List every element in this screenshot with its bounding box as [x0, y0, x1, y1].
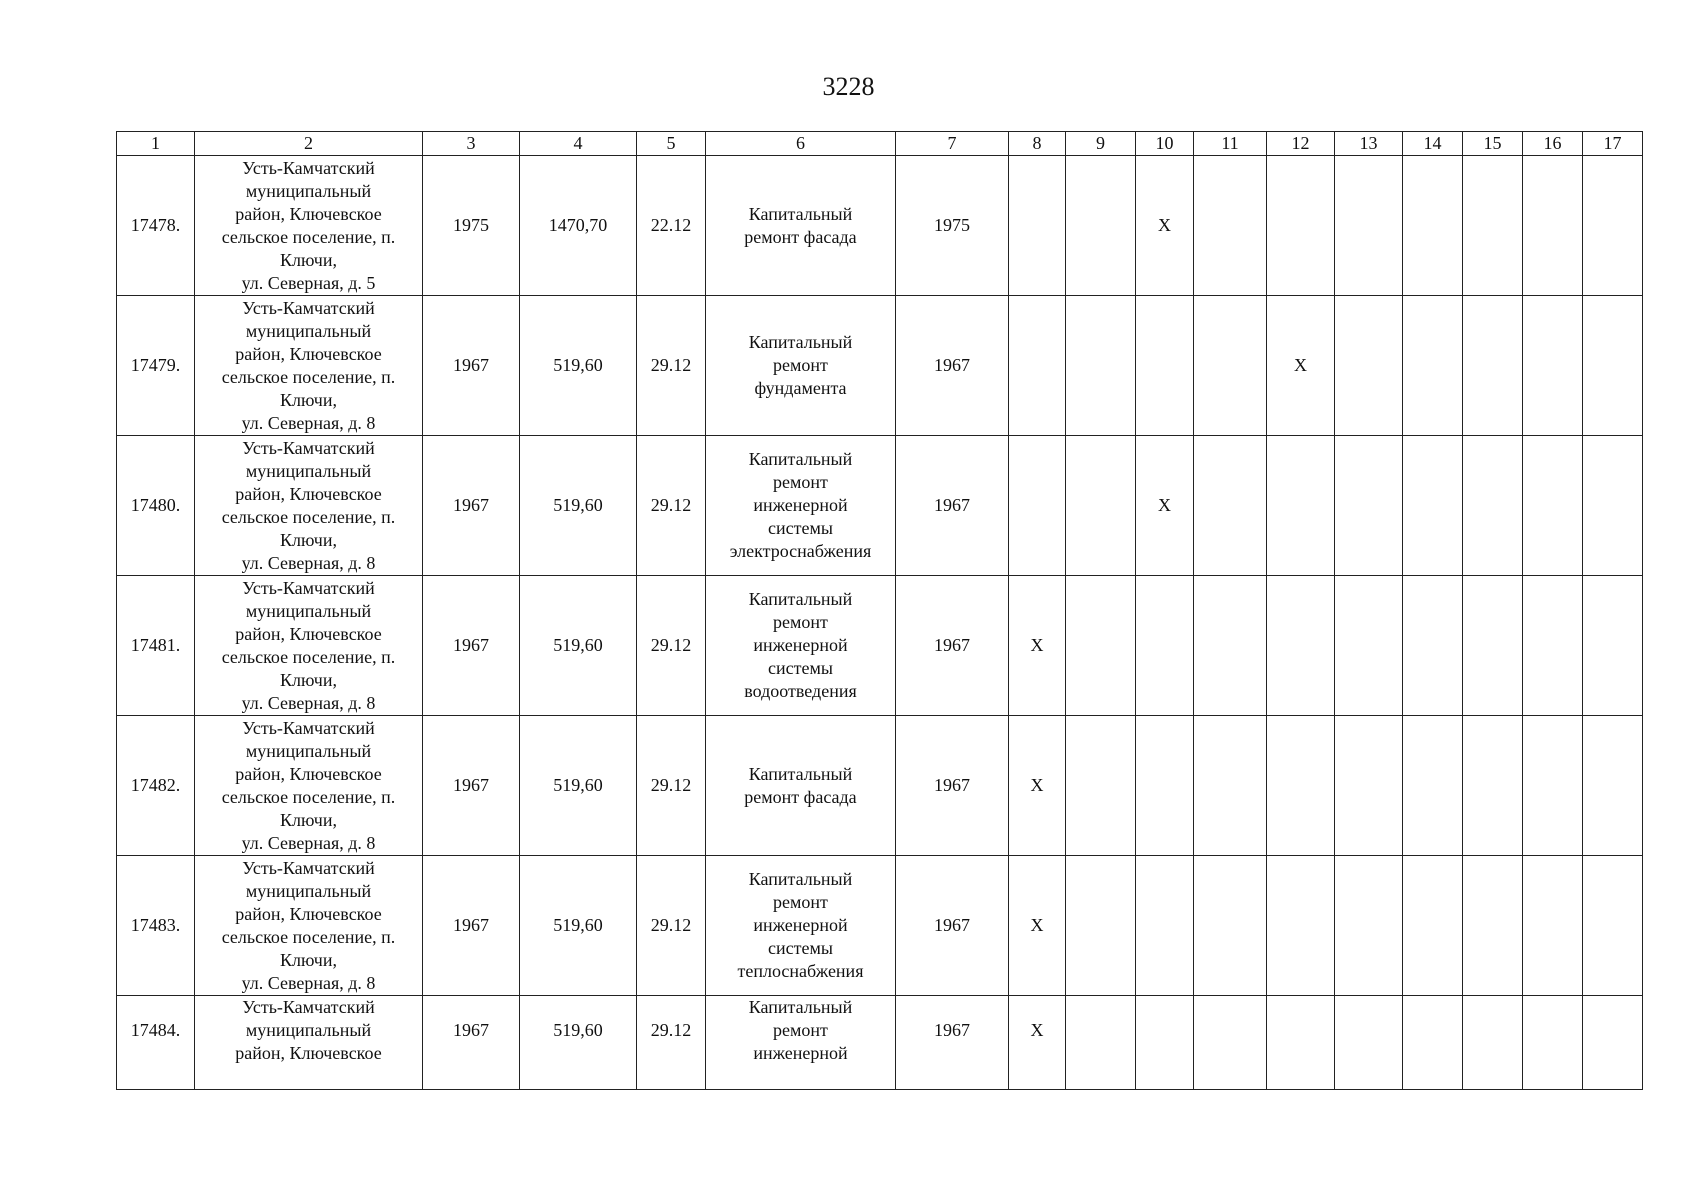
address-line: район, Ключевское	[235, 483, 382, 504]
address-line: Ключи,	[280, 949, 337, 970]
row-number: 17478.	[117, 156, 195, 296]
mark-col-16	[1523, 436, 1583, 576]
mark-col-10: X	[1136, 436, 1194, 576]
repair-year: 1967	[896, 856, 1009, 996]
table-row	[117, 296, 1643, 436]
address-line: Усть-Камчатский	[242, 157, 375, 178]
mark-col-8: X	[1009, 996, 1066, 1090]
mark-col-13	[1335, 856, 1403, 996]
column-header-7: 7	[896, 132, 1009, 156]
mark-col-16	[1523, 576, 1583, 716]
address-line: сельское поселение, п.	[221, 366, 396, 387]
work-type	[706, 576, 896, 716]
mark-col-8	[1009, 436, 1066, 576]
mark-col-11	[1194, 716, 1267, 856]
table-row	[117, 436, 1643, 576]
address-line: район, Ключевское	[235, 203, 382, 224]
table-row	[117, 716, 1643, 856]
mark-col-9	[1066, 436, 1136, 576]
address-line: муниципальный	[245, 740, 372, 761]
work-type-line: инженерной	[753, 635, 848, 655]
repair-year: 1967	[896, 576, 1009, 716]
work-type	[706, 296, 896, 436]
work-type-line: Капитальный	[748, 449, 853, 469]
build-year: 1967	[423, 436, 520, 576]
mark-col-17	[1583, 576, 1643, 716]
mark-col-12	[1267, 856, 1335, 996]
work-type-line: водоотведения	[744, 681, 857, 701]
address-line: муниципальный	[245, 180, 372, 201]
address-line: район, Ключевское	[235, 343, 382, 364]
build-year: 1967	[423, 996, 520, 1090]
mark-col-11	[1194, 856, 1267, 996]
capital-repair-table	[116, 131, 1643, 1090]
work-type-line: системы	[768, 938, 833, 958]
mark-col-8	[1009, 156, 1066, 296]
mark-col-10	[1136, 856, 1194, 996]
address-line: сельское поселение, п.	[221, 226, 396, 247]
column-5-value: 29.12	[637, 996, 706, 1090]
column-header-4: 4	[520, 132, 637, 156]
column-5-value: 29.12	[637, 856, 706, 996]
address-line: Усть-Камчатский	[242, 997, 375, 1017]
mark-col-15	[1463, 436, 1523, 576]
work-type	[706, 156, 896, 296]
mark-col-14	[1403, 436, 1463, 576]
build-year: 1967	[423, 856, 520, 996]
total-area: 519,60	[520, 296, 637, 436]
work-type-line: ремонт	[773, 1020, 828, 1040]
mark-col-12	[1267, 156, 1335, 296]
build-year: 1967	[423, 296, 520, 436]
total-area: 519,60	[520, 996, 637, 1090]
row-number: 17482.	[117, 716, 195, 856]
row-number: 17484.	[117, 996, 195, 1090]
mark-col-12	[1267, 716, 1335, 856]
address-line: Усть-Камчатский	[242, 437, 375, 458]
address-line: муниципальный	[245, 1020, 372, 1040]
mark-col-14	[1403, 856, 1463, 996]
work-type-line: электроснабжения	[729, 541, 872, 561]
column-header-9: 9	[1066, 132, 1136, 156]
address-line: муниципальный	[245, 320, 372, 341]
mark-col-15	[1463, 576, 1523, 716]
repair-year: 1975	[896, 156, 1009, 296]
mark-col-9	[1066, 856, 1136, 996]
mark-col-13	[1335, 996, 1403, 1090]
address	[195, 156, 423, 296]
column-header-2: 2	[195, 132, 423, 156]
work-type-line: Капитальный	[748, 332, 853, 352]
build-year: 1975	[423, 156, 520, 296]
total-area: 519,60	[520, 576, 637, 716]
repair-year: 1967	[896, 716, 1009, 856]
address	[195, 296, 423, 436]
address-line: район, Ключевское	[235, 1043, 382, 1063]
address-line: муниципальный	[245, 600, 372, 621]
work-type-line: системы	[768, 518, 833, 538]
mark-col-13	[1335, 156, 1403, 296]
address-line: район, Ключевское	[235, 763, 382, 784]
column-5-value: 29.12	[637, 716, 706, 856]
row-number: 17479.	[117, 296, 195, 436]
address-line: Ключи,	[280, 529, 337, 550]
address-line: ул. Северная, д. 8	[241, 692, 376, 713]
mark-col-12	[1267, 996, 1335, 1090]
mark-col-9	[1066, 156, 1136, 296]
row-number: 17481.	[117, 576, 195, 716]
column-header-16: 16	[1523, 132, 1583, 156]
mark-col-17	[1583, 156, 1643, 296]
mark-col-11	[1194, 296, 1267, 436]
mark-col-17	[1583, 856, 1643, 996]
address-line: Усть-Камчатский	[242, 297, 375, 318]
mark-col-12	[1267, 436, 1335, 576]
address-line: Усть-Камчатский	[242, 717, 375, 738]
mark-col-14	[1403, 156, 1463, 296]
mark-col-9	[1066, 296, 1136, 436]
address-line: сельское поселение, п.	[221, 506, 396, 527]
mark-col-17	[1583, 716, 1643, 856]
column-5-value: 29.12	[637, 296, 706, 436]
column-header-17: 17	[1583, 132, 1643, 156]
address-line: Ключи,	[280, 389, 337, 410]
work-type-line: инженерной	[753, 915, 848, 935]
mark-col-8	[1009, 296, 1066, 436]
address	[195, 996, 423, 1090]
work-type-line: Капитальный	[748, 997, 853, 1017]
page-number: 3228	[822, 72, 875, 101]
column-header-11: 11	[1194, 132, 1267, 156]
address	[195, 576, 423, 716]
address	[195, 716, 423, 856]
work-type-line: системы	[768, 658, 833, 678]
work-type	[706, 996, 896, 1090]
work-type-line: Капитальный	[748, 589, 853, 609]
mark-col-14	[1403, 996, 1463, 1090]
table-row	[117, 156, 1643, 296]
table-body	[117, 156, 1643, 1090]
mark-col-8: X	[1009, 716, 1066, 856]
work-type-line: теплоснабжения	[737, 961, 864, 981]
address-line: ул. Северная, д. 8	[241, 832, 376, 853]
mark-col-13	[1335, 296, 1403, 436]
mark-col-11	[1194, 996, 1267, 1090]
address-line: Усть-Камчатский	[242, 577, 375, 598]
address-line: сельское поселение, п.	[221, 786, 396, 807]
mark-col-11	[1194, 436, 1267, 576]
address-line: ул. Северная, д. 8	[241, 972, 376, 993]
address-line: ул. Северная, д. 8	[241, 552, 376, 573]
build-year: 1967	[423, 576, 520, 716]
address-line: Ключи,	[280, 809, 337, 830]
column-header-3: 3	[423, 132, 520, 156]
mark-col-11	[1194, 156, 1267, 296]
mark-col-16	[1523, 716, 1583, 856]
mark-col-9	[1066, 576, 1136, 716]
mark-col-10	[1136, 576, 1194, 716]
total-area: 519,60	[520, 716, 637, 856]
mark-col-15	[1463, 716, 1523, 856]
address-line: муниципальный	[245, 880, 372, 901]
address-line: район, Ключевское	[235, 903, 382, 924]
column-header-5: 5	[637, 132, 706, 156]
column-header-1: 1	[117, 132, 195, 156]
address-line: Усть-Камчатский	[242, 857, 375, 878]
mark-col-8: X	[1009, 856, 1066, 996]
work-type-line: ремонт	[773, 355, 828, 375]
column-5-value: 29.12	[637, 436, 706, 576]
mark-col-8: X	[1009, 576, 1066, 716]
work-type-line: Капитальный	[748, 203, 853, 224]
mark-col-13	[1335, 436, 1403, 576]
column-header-10: 10	[1136, 132, 1194, 156]
mark-col-10	[1136, 996, 1194, 1090]
address-line: район, Ключевское	[235, 623, 382, 644]
mark-col-12: X	[1267, 296, 1335, 436]
address-line: сельское поселение, п.	[221, 646, 396, 667]
work-type	[706, 436, 896, 576]
total-area: 519,60	[520, 436, 637, 576]
work-type-line: ремонт	[773, 612, 828, 632]
column-header-15: 15	[1463, 132, 1523, 156]
repair-year: 1967	[896, 296, 1009, 436]
mark-col-16	[1523, 996, 1583, 1090]
mark-col-16	[1523, 296, 1583, 436]
mark-col-13	[1335, 716, 1403, 856]
mark-col-14	[1403, 716, 1463, 856]
table-row	[117, 576, 1643, 716]
work-type-line: Капитальный	[748, 869, 853, 889]
work-type-line: инженерной	[753, 495, 848, 515]
column-5-value: 22.12	[637, 156, 706, 296]
row-number: 17480.	[117, 436, 195, 576]
mark-col-13	[1335, 576, 1403, 716]
total-area: 519,60	[520, 856, 637, 996]
mark-col-15	[1463, 296, 1523, 436]
work-type	[706, 716, 896, 856]
address	[195, 856, 423, 996]
address-line: ул. Северная, д. 5	[241, 272, 376, 293]
mark-col-16	[1523, 156, 1583, 296]
work-type-line: ремонт	[773, 472, 828, 492]
work-type-line: ремонт фасада	[744, 786, 857, 807]
address-line: муниципальный	[245, 460, 372, 481]
column-header-14: 14	[1403, 132, 1463, 156]
mark-col-10	[1136, 716, 1194, 856]
address-line: ул. Северная, д. 8	[241, 412, 376, 433]
address-line: сельское поселение, п.	[221, 926, 396, 947]
address	[195, 436, 423, 576]
repair-year: 1967	[896, 996, 1009, 1090]
mark-col-9	[1066, 996, 1136, 1090]
mark-col-10: X	[1136, 156, 1194, 296]
column-header-12: 12	[1267, 132, 1335, 156]
mark-col-9	[1066, 716, 1136, 856]
address-line: Ключи,	[280, 249, 337, 270]
work-type-line: ремонт	[773, 892, 828, 912]
work-type-line: инженерной	[753, 1043, 848, 1063]
work-type-line: Капитальный	[748, 763, 853, 784]
table-row	[117, 856, 1643, 996]
column-header-8: 8	[1009, 132, 1066, 156]
column-header-6: 6	[706, 132, 896, 156]
build-year: 1967	[423, 716, 520, 856]
mark-col-15	[1463, 996, 1523, 1090]
column-number-header-row	[117, 132, 1643, 156]
mark-col-12	[1267, 576, 1335, 716]
address-line: Ключи,	[280, 669, 337, 690]
mark-col-14	[1403, 576, 1463, 716]
mark-col-17	[1583, 436, 1643, 576]
mark-col-15	[1463, 856, 1523, 996]
table-row	[117, 996, 1643, 1090]
mark-col-10	[1136, 296, 1194, 436]
mark-col-15	[1463, 156, 1523, 296]
total-area: 1470,70	[520, 156, 637, 296]
mark-col-17	[1583, 996, 1643, 1090]
column-header-13: 13	[1335, 132, 1403, 156]
column-5-value: 29.12	[637, 576, 706, 716]
work-type	[706, 856, 896, 996]
mark-col-17	[1583, 296, 1643, 436]
row-number: 17483.	[117, 856, 195, 996]
mark-col-11	[1194, 576, 1267, 716]
work-type-line: ремонт фасада	[744, 226, 857, 247]
mark-col-14	[1403, 296, 1463, 436]
repair-year: 1967	[896, 436, 1009, 576]
work-type-line: фундамента	[754, 378, 847, 398]
mark-col-16	[1523, 856, 1583, 996]
